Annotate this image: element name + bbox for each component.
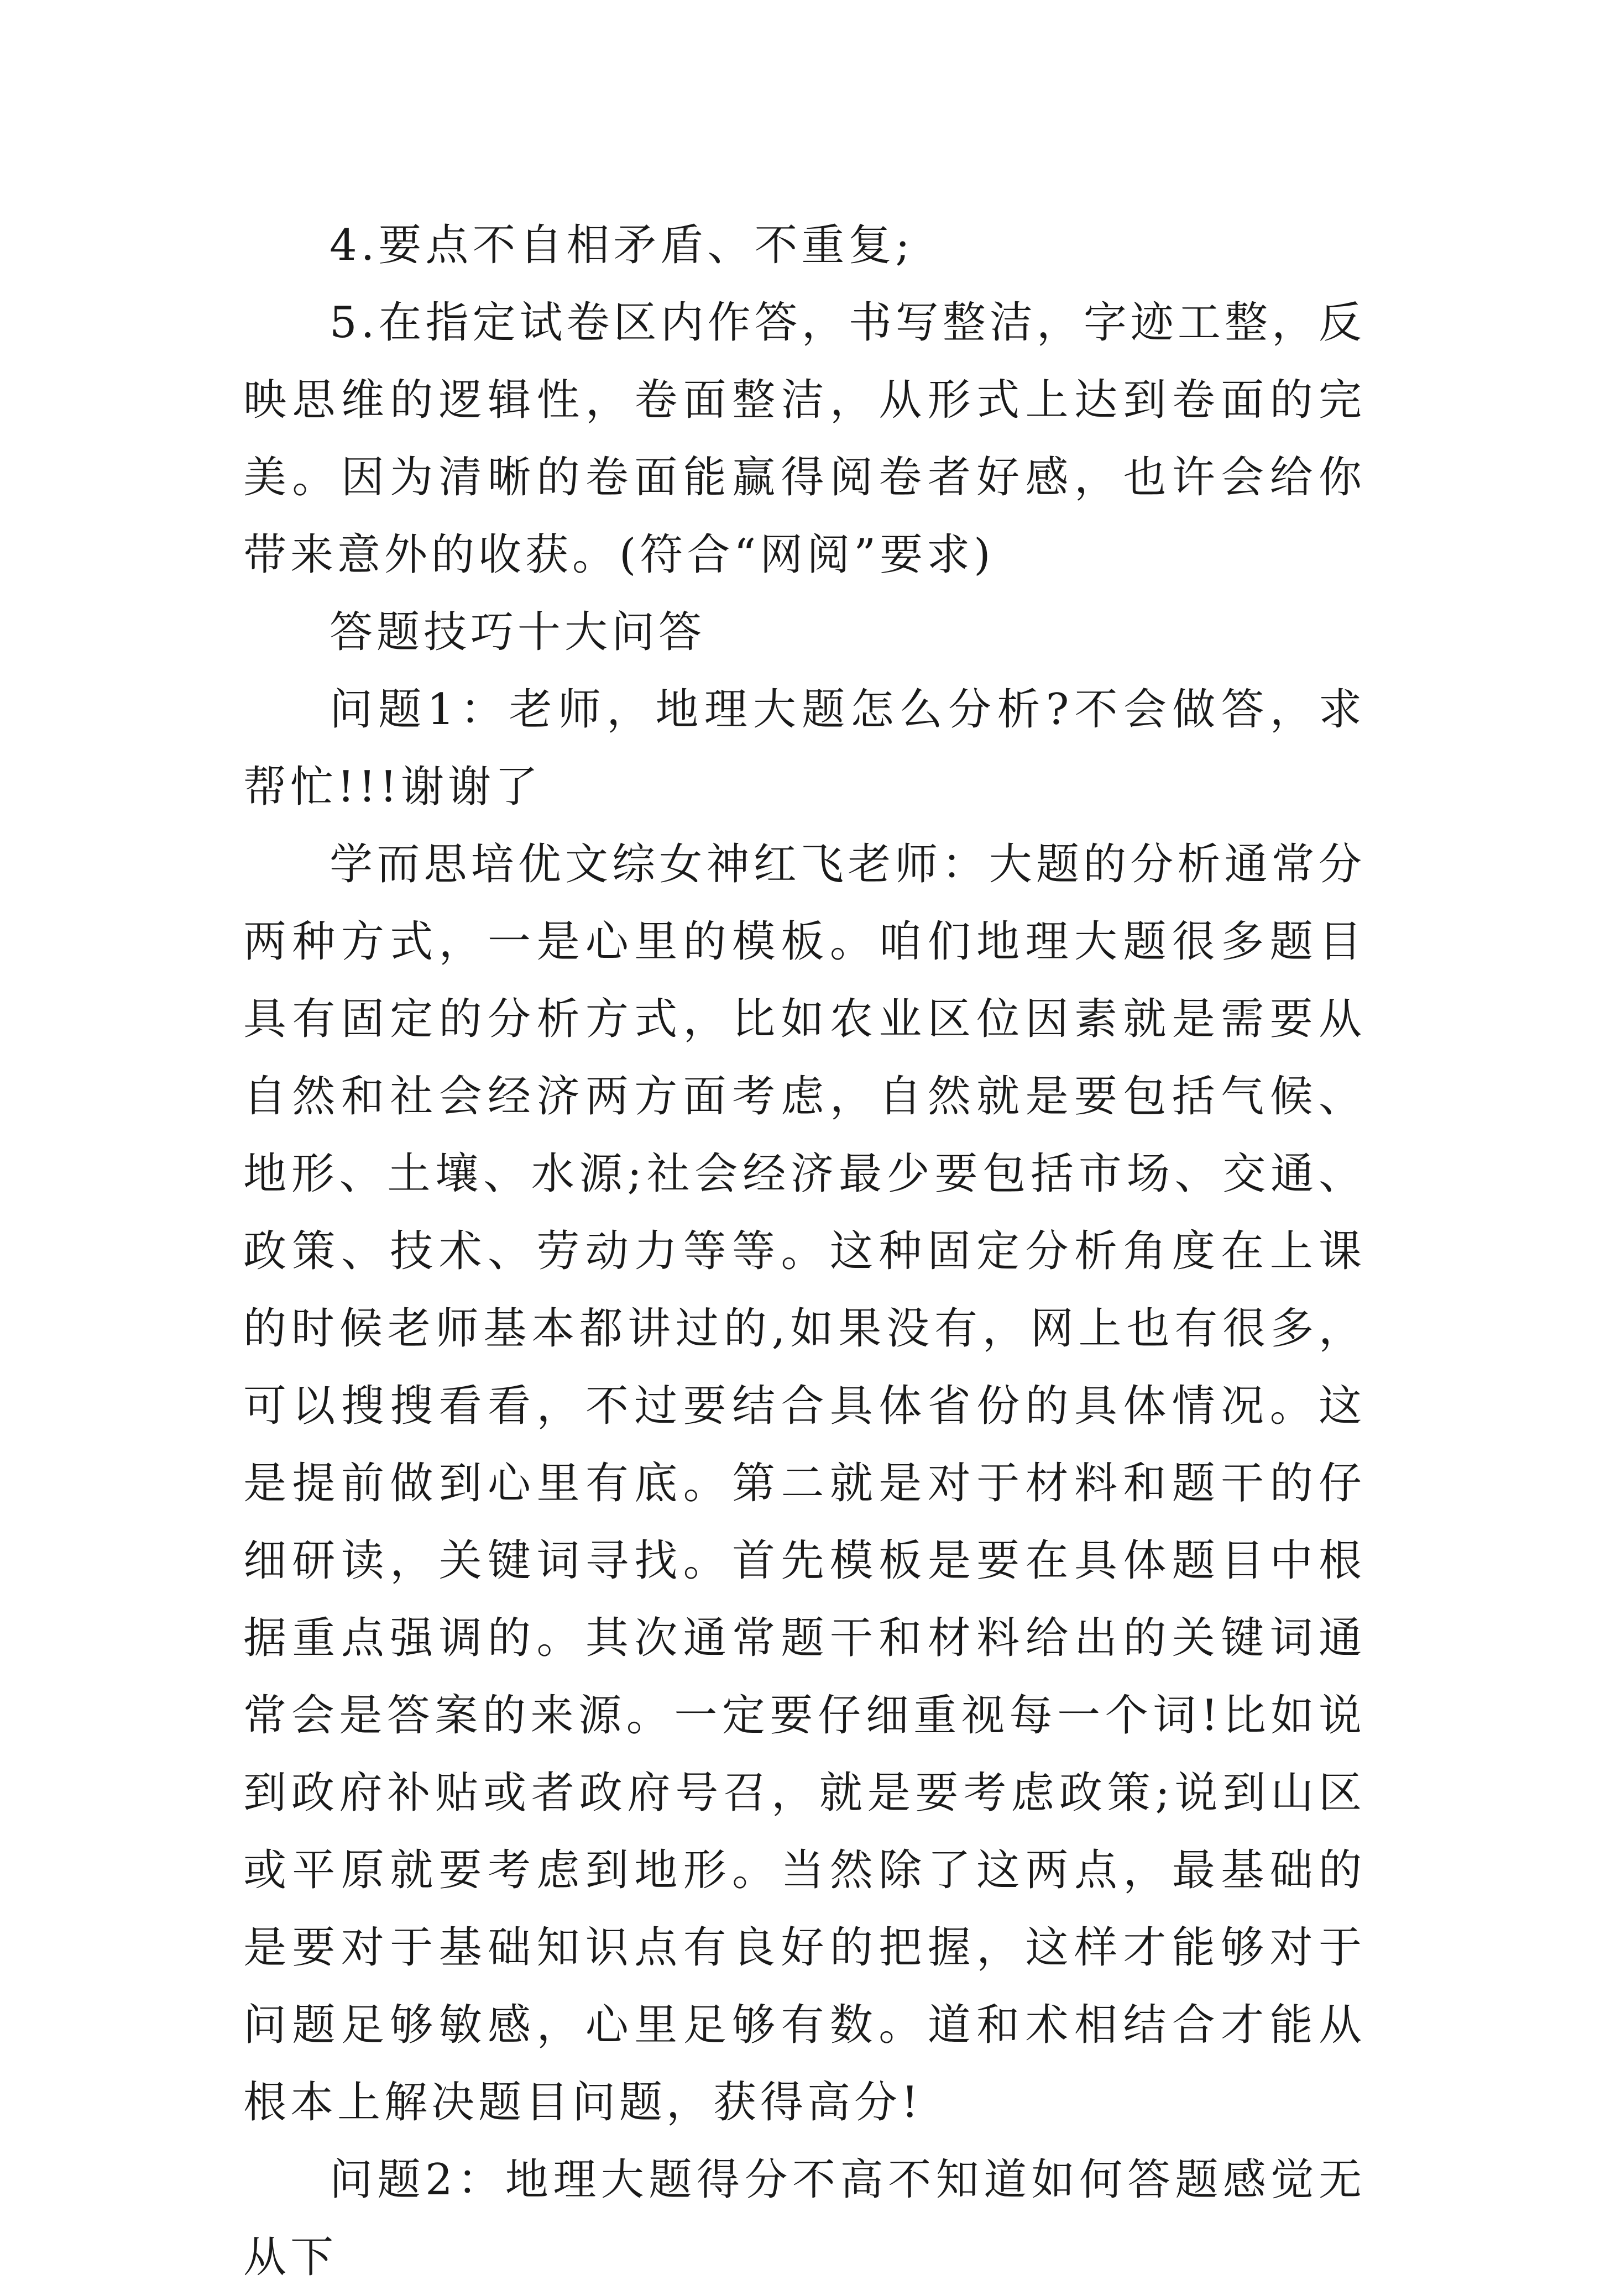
question-1: 问题1：老师，地理大题怎么分析?不会做答，求帮忙!!!谢谢了 (243, 685, 1366, 812)
paragraph-point-5: 5.在指定试卷区内作答，书写整洁，字迹工整，反映思维的逻辑性，卷面整洁，从形式上达到卷面的完美。因为清晰的卷面能赢得阅卷者好感，也许会给你带来意外的收获。(符合“网阅”要求) (243, 298, 1366, 580)
paragraph-point-4: 4.要点不自相矛盾、不重复; (330, 221, 914, 270)
answer-1: 学而思培优文综女神红飞老师：大题的分析通常分两种方式，一是心里的模板。咱们地理大题很多题目具有固定的分析方式，比如农业区位因素就是需要从自然和社会经济两方面考虑，自然就是要包括气候、地形、土壤、水源;社会经济最少要包括市场、交通、政策、技术、劳动力等等。这种固定分析角度在上课的时候老师基本都讲过的,如果没有，网上也有很多，可以搜搜看看，不过要结合具体省份的具体情况。这是提前做到心里有底。第二就是对于材料和题干的仔细研读，关键词寻找。首先模板是要在具体题目中根据重点强调的。其次通常题干和材料给出的关键词通常会是答案的来源。一定要仔细重视每一个词!比如说到政府补贴或者政府号召，就是要考虑政策;说到山区或平原就要考虑到地形。当然除了这两点，最基础的是要对于基础知识点有良好的把握，这样才能够对于问题足够敏感，心里足够有数。道和术相结合才能从根本上解决题目问题，获得高分! (243, 840, 1366, 2127)
question-2: 问题2：地理大题得分不高不知道如何答题感觉无从下 (243, 2155, 1366, 2282)
section-heading: 答题技巧十大问答 (330, 607, 706, 657)
document-body (243, 207, 1366, 2296)
